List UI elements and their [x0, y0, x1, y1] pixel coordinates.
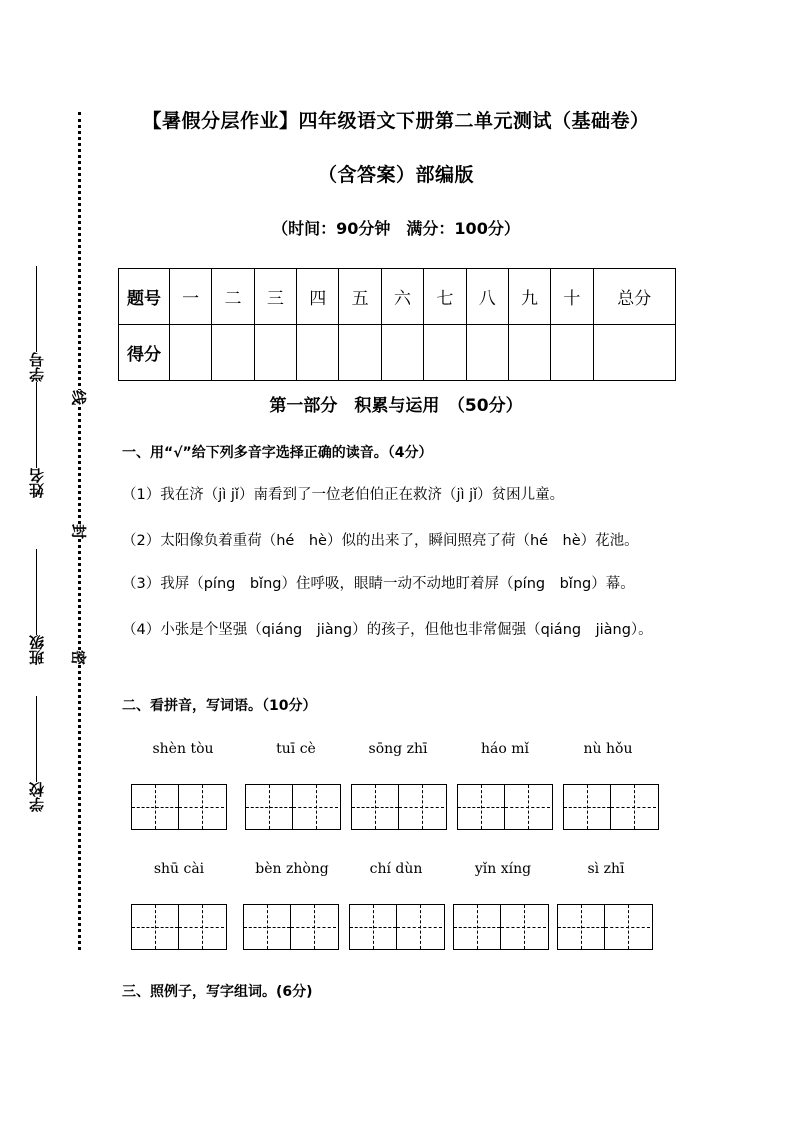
pinyin-label: shèn tòu — [152, 741, 214, 757]
writing-grid[interactable] — [453, 904, 549, 950]
score-cell: 四 — [297, 269, 339, 325]
q2-title: 二、看拼音，写词语。（10分） — [122, 698, 317, 714]
score-cell: 一 — [170, 269, 212, 325]
score-table-score-row — [119, 325, 676, 381]
binding-field-school: 学校 — [26, 692, 47, 812]
score-cell: 八 — [466, 269, 508, 325]
pinyin-label: bèn zhòng — [255, 861, 329, 877]
score-row-label: 得分 — [119, 325, 170, 381]
score-cell: 五 — [339, 269, 381, 325]
binding-char-seal: 封 — [69, 523, 88, 540]
score-input-cell[interactable] — [339, 325, 381, 381]
score-input-cell[interactable] — [593, 325, 675, 381]
time-info: （时间：90分钟 满分：100分） — [272, 219, 520, 238]
score-table-header-row — [119, 269, 676, 325]
score-cell: 三 — [254, 269, 296, 325]
score-table — [118, 268, 676, 381]
binding-field-name: 姓名 — [26, 378, 47, 498]
q1-title: 一、用“√”给下列多音字选择正确的读音。（4分） — [122, 445, 433, 461]
pinyin-label: sì zhī — [587, 861, 625, 877]
score-cell: 总分 — [593, 269, 675, 325]
score-input-cell[interactable] — [212, 325, 254, 381]
binding-field-student-id: 学号 — [26, 262, 47, 382]
score-cell: 七 — [424, 269, 466, 325]
binding-field-class: 班级 — [26, 545, 47, 665]
score-cell: 六 — [381, 269, 423, 325]
score-cell: 二 — [212, 269, 254, 325]
writing-grid[interactable] — [557, 904, 653, 950]
page-title: 【暑假分层作业】四年级语文下册第二单元测试（基础卷） — [142, 110, 650, 132]
score-input-cell[interactable] — [381, 325, 423, 381]
score-input-cell[interactable] — [508, 325, 550, 381]
binding-char-line: 线 — [69, 389, 88, 406]
q1-item-4: （4）小张是个坚强（qiáng jiàng）的孩子，但他也非常倔强（qiáng jiàng）。 — [122, 622, 653, 638]
page-subtitle: （含答案）部编版 — [317, 164, 474, 186]
pinyin-label: háo mǐ — [481, 741, 529, 757]
writing-grid[interactable] — [131, 904, 227, 950]
pinyin-label: yǐn xíng — [474, 861, 532, 877]
writing-grid[interactable] — [349, 904, 445, 950]
writing-grid[interactable] — [243, 904, 339, 950]
pinyin-label: nù hǒu — [583, 741, 633, 757]
writing-grid[interactable] — [457, 784, 553, 830]
score-input-cell[interactable] — [551, 325, 593, 381]
part1-heading: 第一部分 积累与运用 （50分） — [269, 396, 523, 416]
score-input-cell[interactable] — [170, 325, 212, 381]
score-input-cell[interactable] — [254, 325, 296, 381]
score-input-cell[interactable] — [424, 325, 466, 381]
pinyin-label: shū cài — [153, 861, 205, 877]
writing-grid[interactable] — [351, 784, 447, 830]
writing-grid[interactable] — [563, 784, 659, 830]
score-cell: 题号 — [119, 269, 170, 325]
binding-char-secret: 密 — [69, 649, 88, 666]
score-cell: 九 — [508, 269, 550, 325]
pinyin-label: chí dùn — [369, 861, 423, 877]
score-input-cell[interactable] — [466, 325, 508, 381]
q3-title: 三、照例子，写字组词。(6分) — [122, 984, 313, 1000]
writing-grid[interactable] — [131, 784, 227, 830]
score-cell: 十 — [551, 269, 593, 325]
pinyin-label: sōng zhī — [368, 741, 428, 757]
q1-item-1: （1）我在济（jì jǐ）南看到了一位老伯伯正在救济（jì jǐ）贫困儿童。 — [122, 487, 565, 503]
score-input-cell[interactable] — [297, 325, 339, 381]
writing-grid[interactable] — [245, 784, 341, 830]
q1-item-3: （3）我屏（píng bǐng）住呼吸，眼睛一动不动地盯着屏（píng bǐng）幕。 — [122, 576, 635, 592]
pinyin-label: tuī cè — [276, 741, 316, 757]
q1-item-2: （2）太阳像负着重荷（hé hè）似的出来了，瞬间照亮了荷（hé hè）花池。 — [122, 533, 639, 549]
